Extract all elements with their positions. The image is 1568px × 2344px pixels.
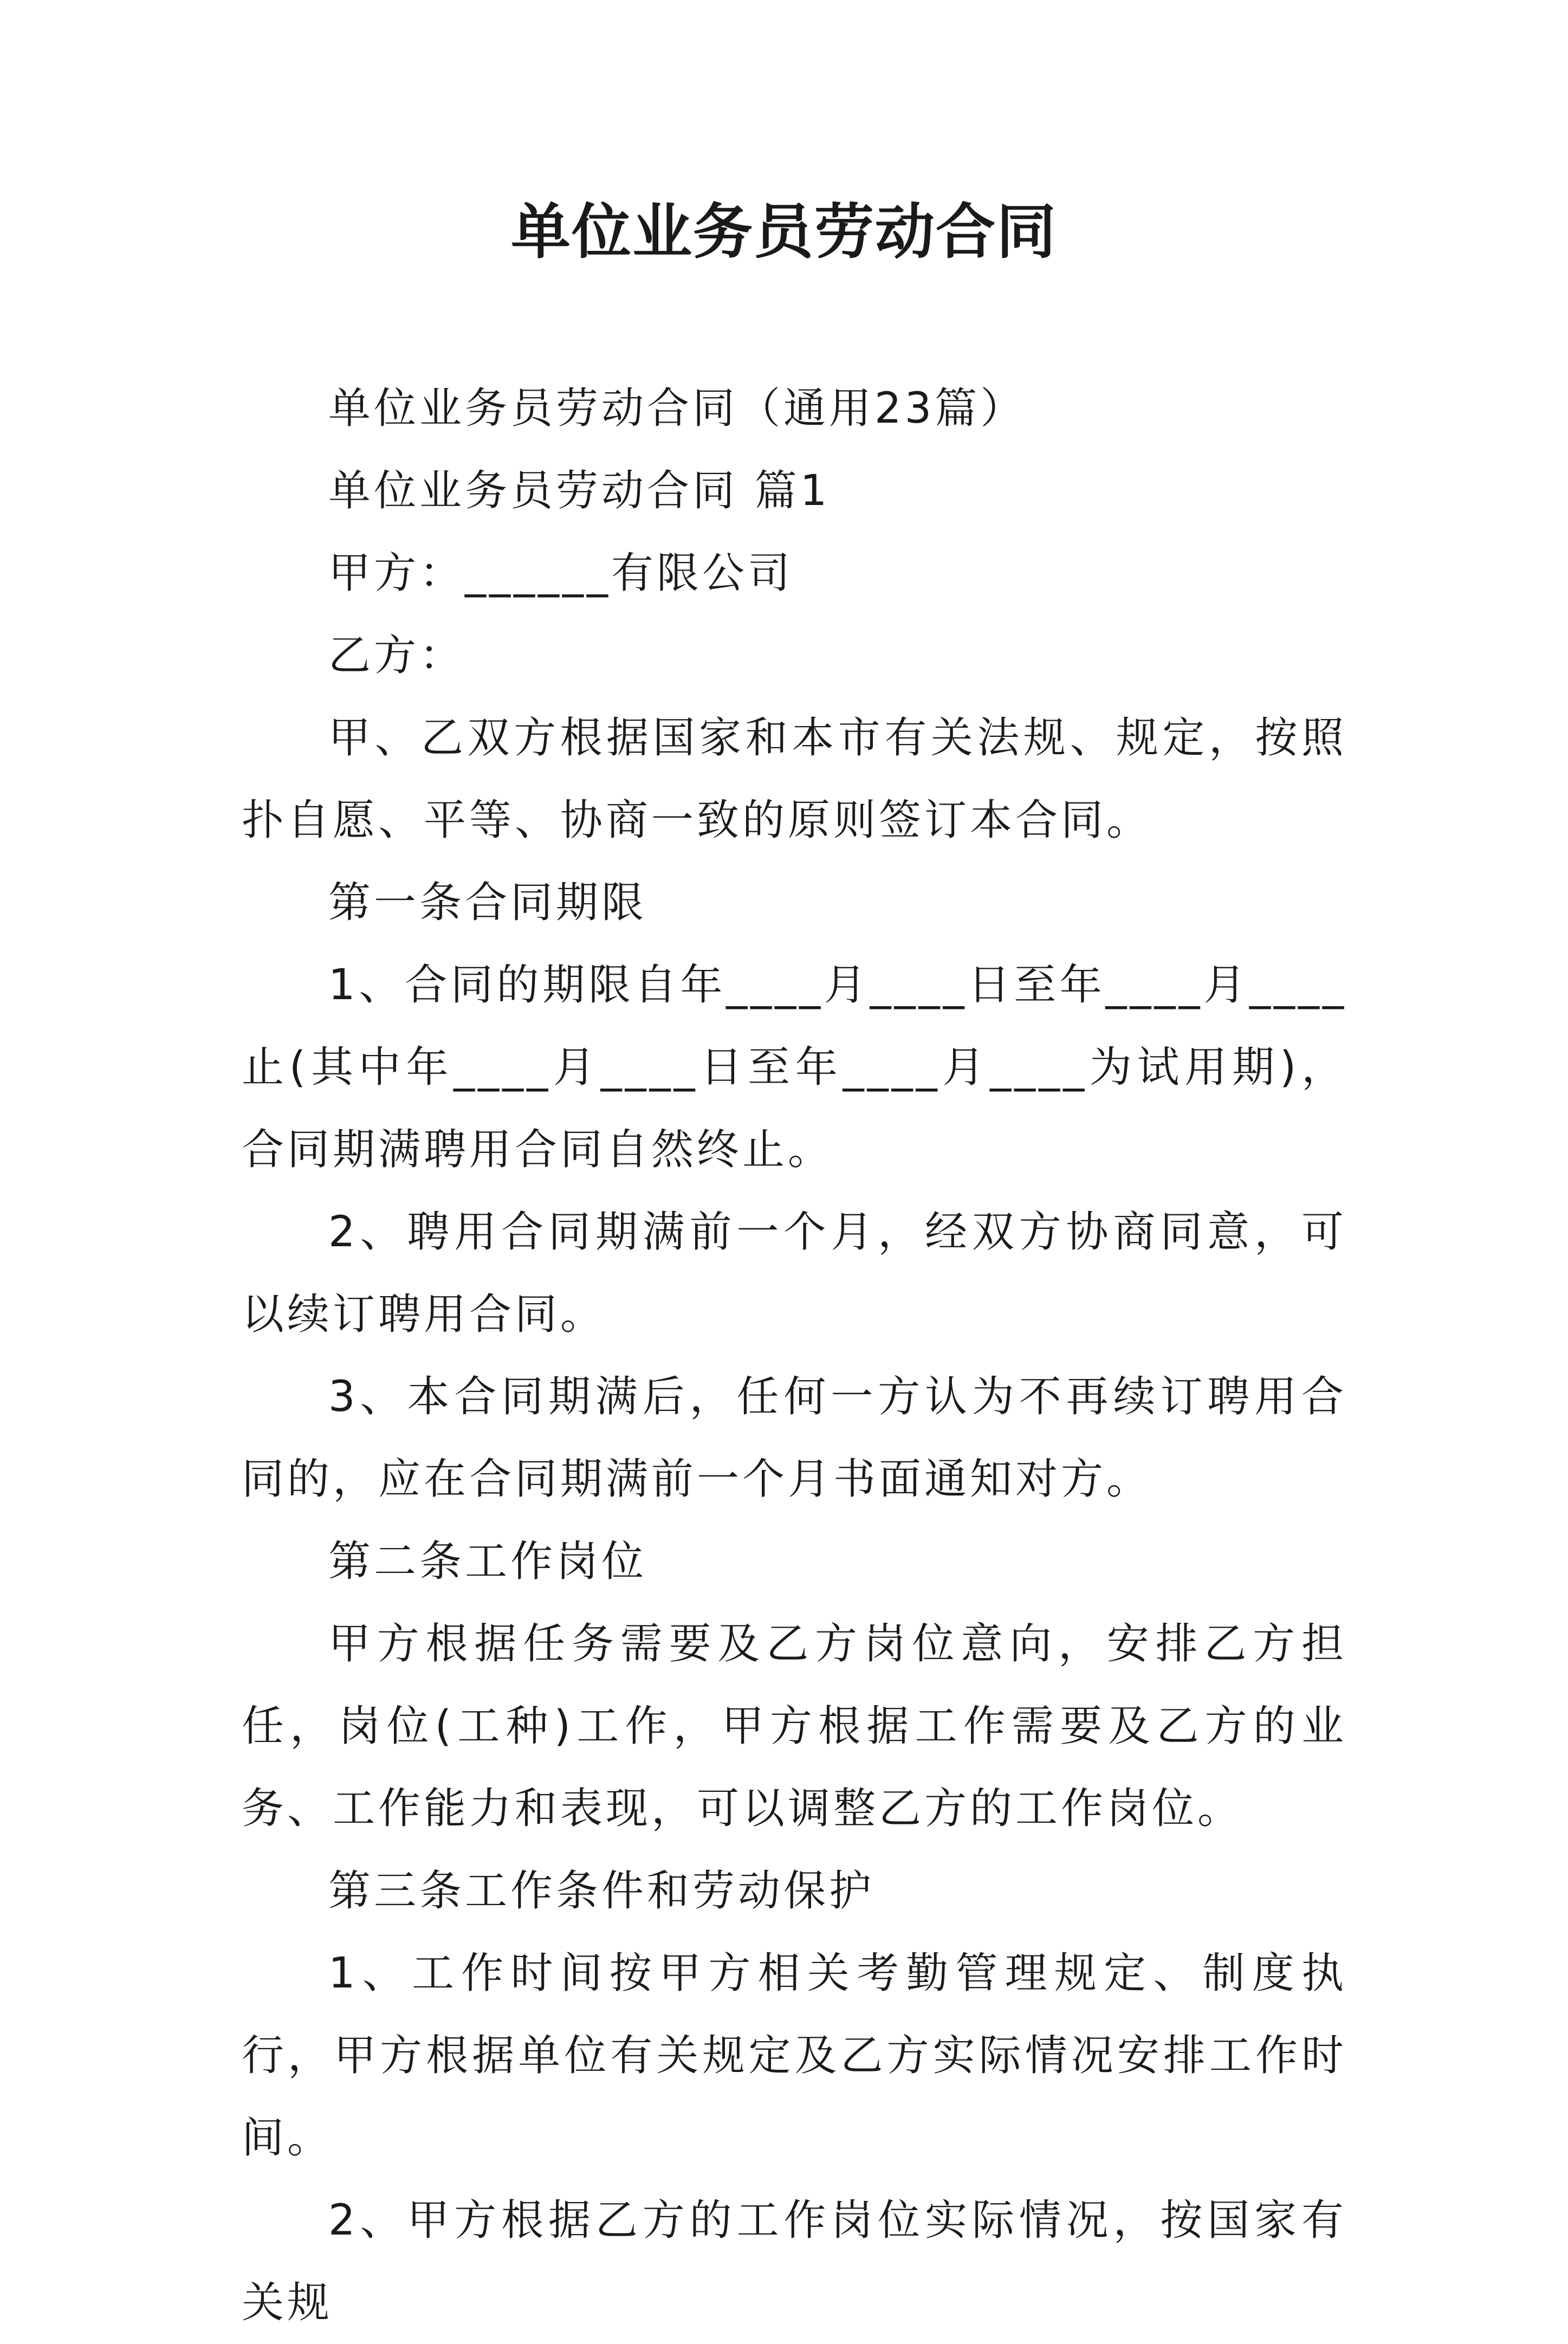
paragraph-article-3-item-1: 1、工作时间按甲方相关考勤管理规定、制度执行，甲方根据单位有关规定及乙方实际情况安排工作时间。	[242, 1949, 1347, 2162]
document-body	[242, 367, 1347, 2344]
paragraph-article-2-heading: 第二条工作岗位	[328, 1537, 647, 1586]
paragraph-preamble: 甲、乙双方根据国家和本市有关法规、规定，按照扑自愿、平等、协商一致的原则签订本合同。	[242, 714, 1347, 845]
paragraph-article-2-body: 甲方根据任务需要及乙方岗位意向，安排乙方担任，岗位(工种)工作，甲方根据工作需要及乙方的业务、工作能力和表现，可以调整乙方的工作岗位。	[242, 1620, 1347, 1833]
paragraph-article-1-item-1: 1、合同的期限自年____月____日至年____月____止(其中年____月____日至年____月____为试用期)，合同期满聘用合同自然终止。	[242, 961, 1347, 1174]
document-title: 单位业务员劳动合同	[511, 197, 1057, 267]
paragraph-part-heading: 单位业务员劳动合同 篇1	[328, 467, 831, 515]
paragraph-article-3-heading: 第三条工作条件和劳动保护	[328, 1867, 875, 1915]
paragraph-party-a: 甲方：______有限公司	[328, 549, 794, 598]
paragraph-collection-title: 单位业务员劳动合同（通用23篇）	[328, 384, 1026, 433]
paragraph-article-1-item-3: 3、本合同期满后，任何一方认为不再续订聘用合同的，应在合同期满前一个月书面通知对方。	[242, 1372, 1347, 1504]
paragraph-article-3-item-2: 2、甲方根据乙方的工作岗位实际情况，按国家有关规	[242, 2196, 1347, 2327]
paragraph-party-b: 乙方：	[328, 631, 465, 680]
paragraph-article-1-heading: 第一条合同期限	[328, 878, 647, 927]
paragraph-article-1-item-2: 2、聘用合同期满前一个月，经双方协商同意，可以续订聘用合同。	[242, 1208, 1347, 1339]
